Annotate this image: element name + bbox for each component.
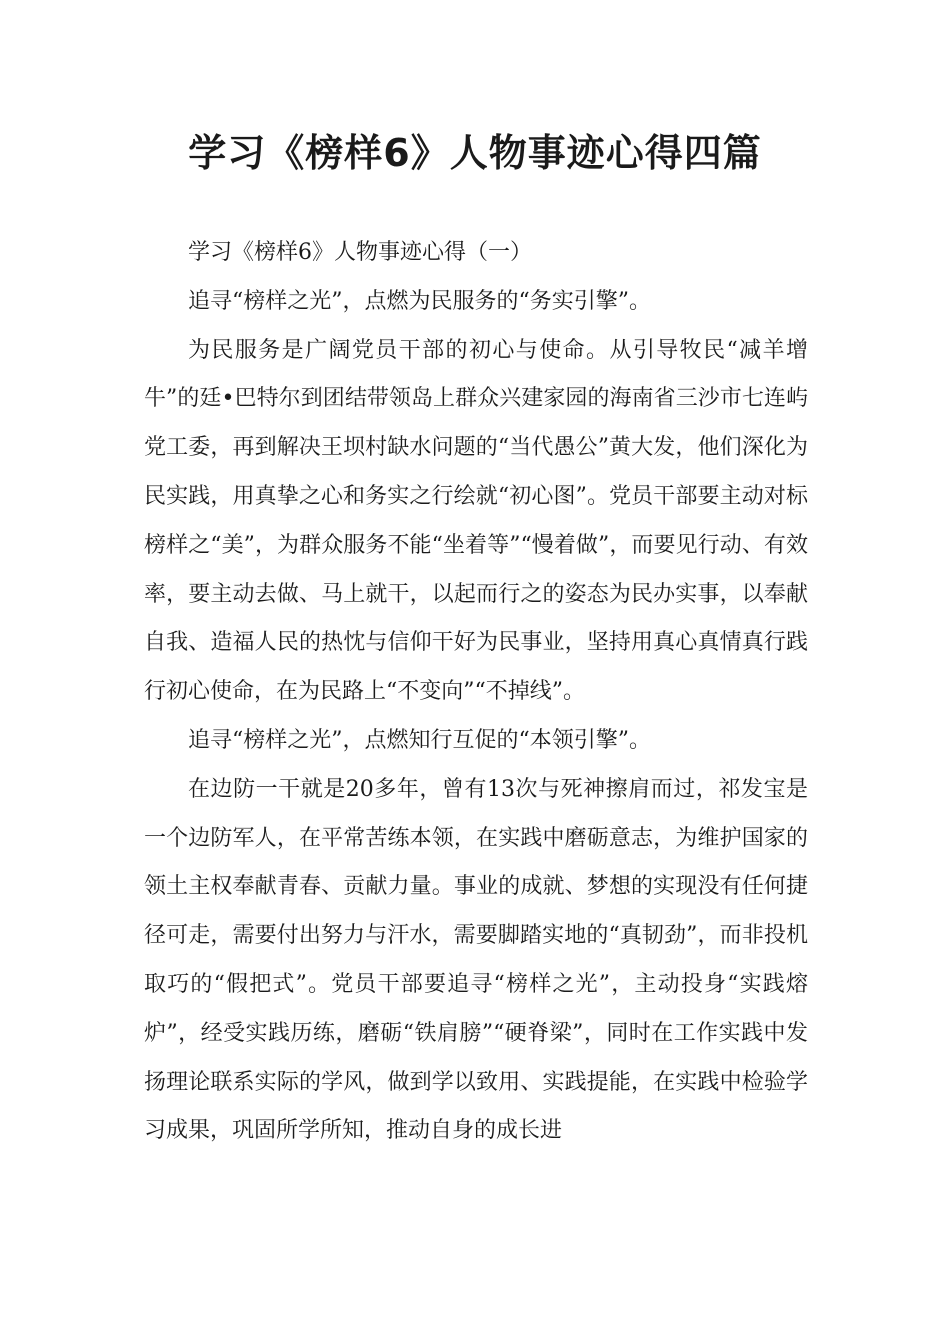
body-paragraph-2: 在边防一干就是20多年，曾有13次与死神擦肩而过，祁发宝是一个边防军人，在平常苦练本领，在实践中磨砺意志，为维护国家的领土主权奉献青春、贡献力量。事业的成就、梦想的实现没有任何捷径可走，需要付出努力与汗水，需要脚踏实地的“真韧劲”，而非投机取巧的“假把式”。党员干部要追寻“榜样之光”，主动投身“实践熔炉”，经受实践历练，磨砺“铁肩膀”“硬脊梁”，同时在工作实践中发扬理论联系实际的学风，做到学以致用、实践提能，在实践中检验学习成果，巩固所学所知，推动自身的成长进	[144, 776, 808, 1144]
subtitle-paragraph: 学习《榜样6》人物事迹心得（一）	[188, 240, 532, 265]
document-title: 学习《榜样6》人物事迹心得四篇	[188, 131, 762, 175]
heading-paragraph-2: 追寻“榜样之光”，点燃知行互促的“本领引擎”。	[188, 727, 651, 753]
body-paragraph-1: 为民服务是广阔党员干部的初心与使命。从引导牧民“减羊增牛”的廷•巴特尔到团结带领岛上群众兴建家园的海南省三沙市七连屿党工委，再到解决王坝村缺水问题的“当代愚公”黄大发，他们深化为民实践，用真挚之心和务实之行绘就“初心图”。党员干部要主动对标榜样之“美”，为群众服务不能“坐着等”“慢着做”，而要见行动、有效率，要主动去做、马上就干，以起而行之的姿态为民办实事，以奉献自我、造福人民的热忱与信仰干好为民事业，坚持用真心真情真行践行初心使命，在为民路上“不变向”“不掉线”。	[144, 337, 808, 705]
document-body	[144, 229, 808, 1156]
heading-paragraph-1: 追寻“榜样之光”，点燃为民服务的“务实引擎”。	[188, 288, 651, 314]
